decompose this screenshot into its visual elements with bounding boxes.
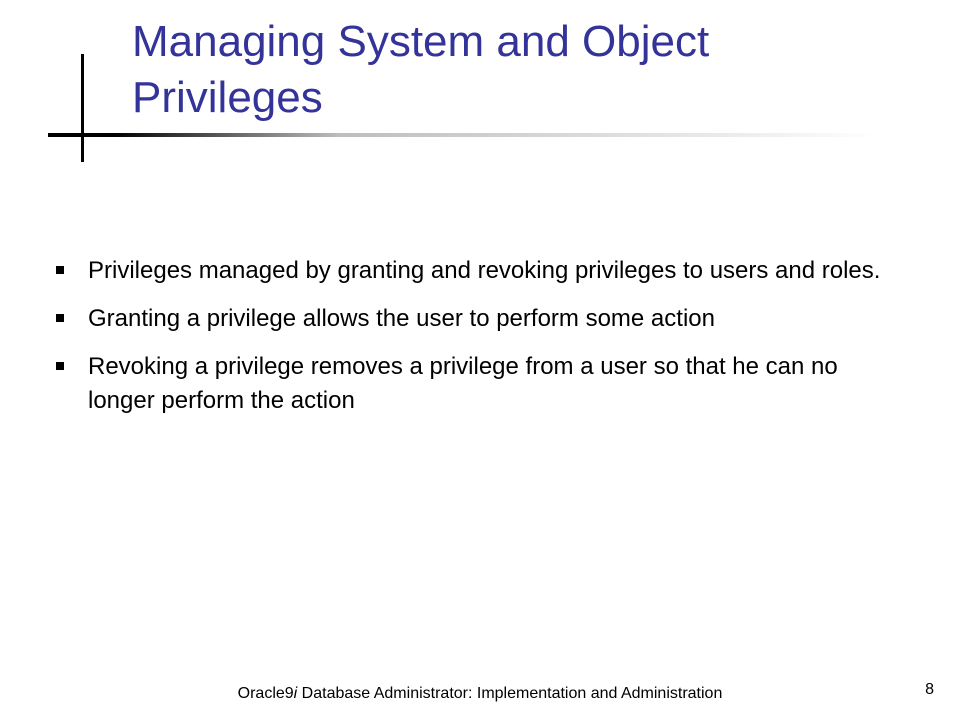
footer-italic: i	[293, 685, 298, 702]
bullet-text: Granting a privilege allows the user to perform some action	[88, 305, 715, 332]
slide-title: Managing System and Object Privileges	[132, 17, 710, 122]
footer-prefix: Oracle9	[237, 685, 294, 702]
square-bullet-icon	[56, 362, 64, 370]
bullet-text: Revoking a privilege removes a privilege from a user so that he can no longer perform the action	[88, 353, 838, 414]
bullet-list	[52, 254, 882, 432]
square-bullet-icon	[56, 266, 64, 274]
footer-suffix: Database Administrator: Implementation and Administration	[297, 685, 723, 702]
square-bullet-icon	[56, 314, 64, 322]
bullet-item	[52, 302, 882, 336]
bullet-item	[52, 254, 882, 288]
decorative-horizontal-line	[48, 133, 878, 137]
decorative-vertical-line	[81, 54, 84, 162]
bullet-text: Privileges managed by granting and revoking privileges to users and roles.	[88, 257, 881, 284]
bullet-item	[52, 350, 882, 418]
slide-footer	[0, 684, 960, 704]
page-number: 8	[925, 681, 934, 698]
